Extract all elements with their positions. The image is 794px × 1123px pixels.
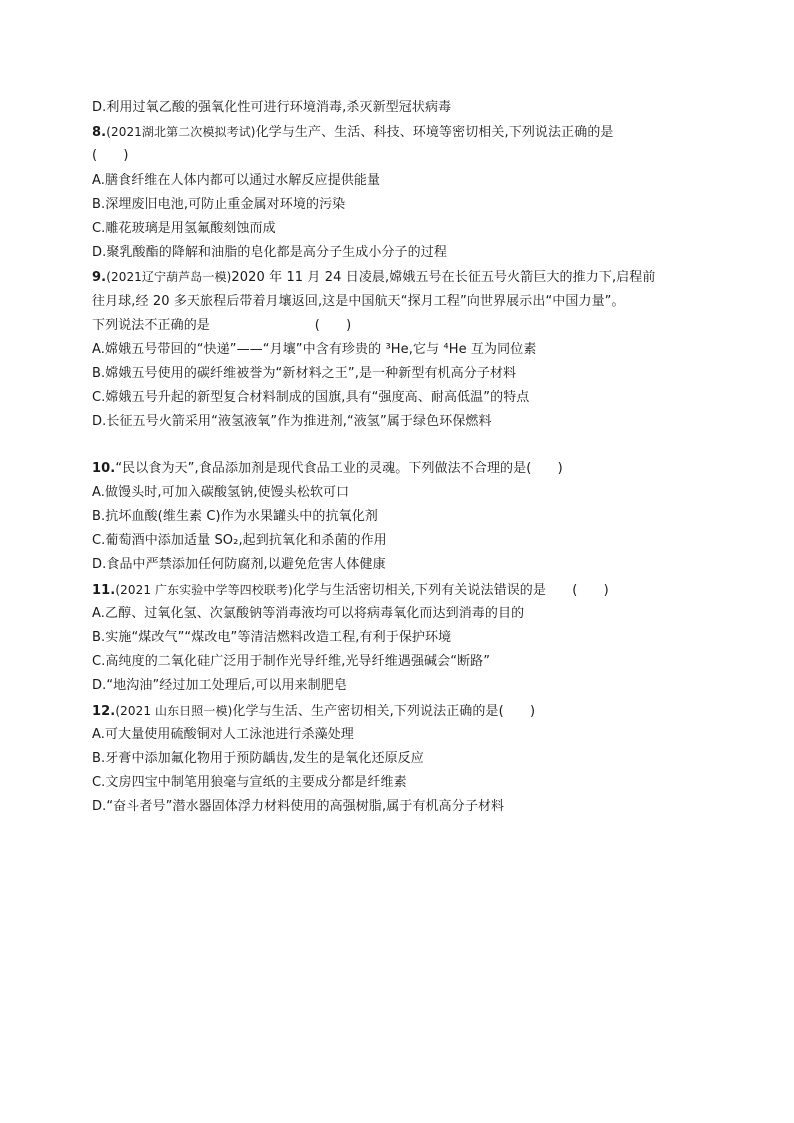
option-line: C.葡萄酒中添加适量 SO₂,起到抗氧化和杀菌的作用 (92, 533, 387, 549)
question-stem (92, 578, 702, 602)
option-line: D.聚乳酸酯的降解和油脂的皂化都是高分子生成小分子的过程 (92, 245, 447, 261)
option-line: ( ) (92, 148, 129, 164)
option-line: A.膳食纤维在人体内都可以通过水解反应提供能量 (92, 172, 381, 188)
question-number: 8. (92, 125, 107, 141)
question-text: 化学与生活、生产密切相关,下列说法正确的是( ) (232, 703, 536, 719)
option-line: D.“地沟油”经过加工处理后,可以用来制肥皂 (92, 678, 347, 694)
question-text: 化学与生产、生活、科技、环境等密切相关,下列说法正确的是 (255, 125, 614, 141)
option-line: A.嫦娥五号带回的“快递”——“月壤”中含有珍贵的 ³He,它与 ⁴He 互为同位素 (92, 341, 537, 357)
option-line: D.利用过氧乙酸的强氧化性可进行环境消毒,杀灭新型冠状病毒 (92, 100, 452, 115)
option-line: B.嫦娥五号使用的碳纤维被誉为“新材料之王”,是一种新型有机高分子材料 (92, 366, 517, 382)
question-stem (92, 265, 702, 289)
option-line: D.长征五号火箭采用“液氢液氧”作为推进剂,“液氢”属于绿色环保燃料 (92, 414, 492, 430)
question-text: 化学与生活密切相关,下列有关说法错误的是 ( ) (292, 582, 609, 598)
option-line: C.文房四宝中制笔用狼毫与宣纸的主要成分都是纤维素 (92, 775, 407, 791)
paragraph-gap (92, 435, 702, 457)
option-line: B.实施“煤改气”“煤改电”等清洁燃料改造工程,有利于保护环境 (92, 629, 452, 645)
question-source: (2021 广东实验中学等四校联考) (115, 582, 293, 597)
question-number: 12. (92, 703, 116, 719)
question-source: (2021湖北第二次模拟考试) (106, 125, 256, 140)
document-page (92, 96, 702, 819)
option-line: 往月球,经 20 多天旅程后带着月壤返回,这是中国航天“探月工程”向世界展示出“中国力量”。 (92, 293, 625, 309)
option-line: B.牙膏中添加氟化物用于预防龋齿,发生的是氧化还原反应 (92, 750, 424, 766)
option-line: A.做馒头时,可加入碳酸氢钠,使馒头松软可口 (92, 484, 350, 500)
question-number: 11. (92, 582, 116, 598)
option-line: 下列说法不正确的是 ( ) (92, 317, 352, 333)
option-line: D.食品中严禁添加任何防腐剂,以避免危害人体健康 (92, 557, 386, 573)
option-line: C.雕花玻璃是用氢氟酸刻蚀而成 (92, 220, 276, 236)
question-stem (92, 699, 702, 723)
option-line: A.可大量使用硫酸铜对人工泳池进行杀藻处理 (92, 726, 354, 742)
option-line: C.嫦娥五号升起的新型复合材料制成的国旗,具有“强度高、耐高低温”的特点 (92, 390, 530, 406)
question-text: “民以食为天”,食品添加剂是现代食品工业的灵魂。下列做法不合理的是( ) (115, 460, 563, 476)
option-line: C.高纯度的二氧化硅广泛用于制作光导纤维,光导纤维遇强碱会“断路” (92, 654, 491, 670)
question-number: 9. (92, 270, 107, 286)
question-text: 2020 年 11 月 24 日凌晨,嫦娥五号在长征五号火箭巨大的推力下,启程前 (231, 270, 656, 286)
question-stem (92, 457, 702, 481)
question-stem (92, 120, 702, 144)
option-line: B.抗坏血酸(维生素 C)作为水果罐头中的抗氧化剂 (92, 509, 378, 524)
question-number: 10. (92, 460, 116, 476)
option-line: B.深埋废旧电池,可防止重金属对环境的污染 (92, 196, 346, 212)
question-source: (2021辽宁葫芦岛一模) (106, 270, 232, 285)
question-source: (2021 山东日照一模) (115, 703, 233, 718)
question-list (92, 96, 702, 819)
option-line: D.“奋斗者号”潜水器固体浮力材料使用的高强树脂,属于有机高分子材料 (92, 799, 505, 815)
option-line: A.乙醇、过氧化氢、次氯酸钠等消毒液均可以将病毒氧化而达到消毒的目的 (92, 605, 525, 621)
